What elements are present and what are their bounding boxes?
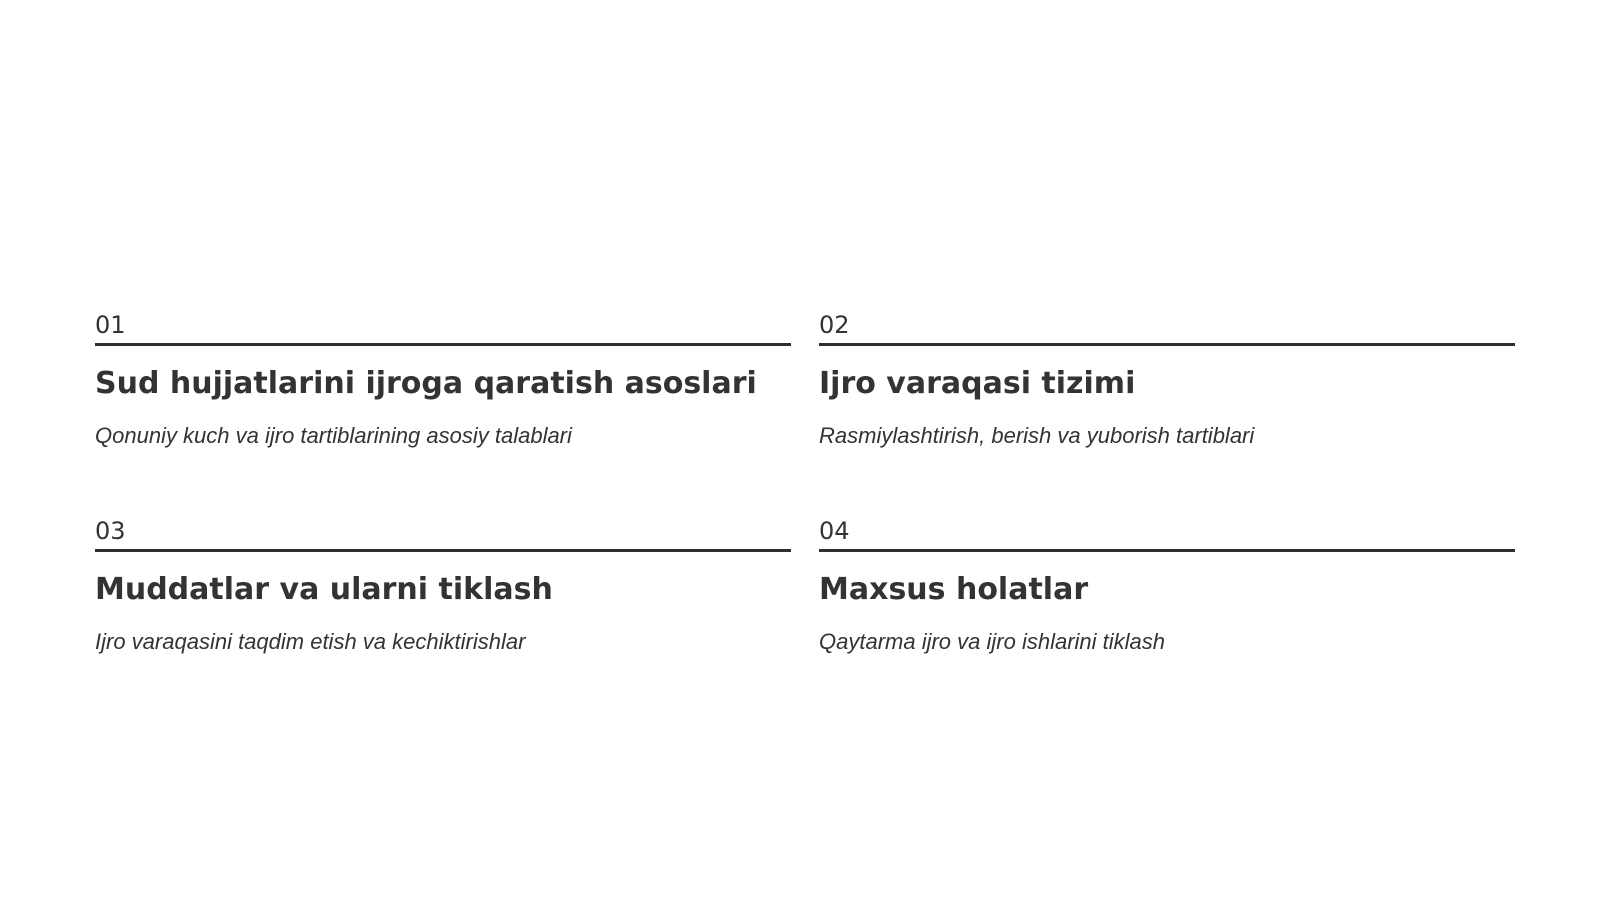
item-subtitle: Rasmiylashtirish, berish va yuborish tartiblari — [819, 423, 1255, 448]
item-number: 01 — [95, 311, 126, 339]
divider-line — [819, 549, 1515, 552]
item-title: Ijro varaqasi tizimi — [819, 366, 1136, 401]
item-number: 04 — [819, 517, 850, 545]
item-number: 02 — [819, 311, 850, 339]
divider-line — [95, 343, 791, 346]
item-title: Sud hujjatlarini ijroga qaratish asoslari — [95, 366, 757, 401]
agenda-item-02 — [819, 313, 1515, 469]
item-subtitle: Qaytarma ijro va ijro ishlarini tiklash — [819, 629, 1165, 654]
agenda-item-01 — [95, 313, 791, 469]
item-subtitle: Qonuniy kuch va ijro tartiblarining asosiy talablari — [95, 423, 572, 448]
item-title: Maxsus holatlar — [819, 572, 1089, 607]
divider-line — [95, 549, 791, 552]
item-number: 03 — [95, 517, 126, 545]
agenda-item-03 — [95, 519, 791, 675]
agenda-item-04 — [819, 519, 1515, 675]
agenda-grid — [95, 313, 1515, 675]
item-title: Muddatlar va ularni tiklash — [95, 572, 553, 607]
item-subtitle: Ijro varaqasini taqdim etish va kechiktirishlar — [95, 629, 526, 654]
divider-line — [819, 343, 1515, 346]
